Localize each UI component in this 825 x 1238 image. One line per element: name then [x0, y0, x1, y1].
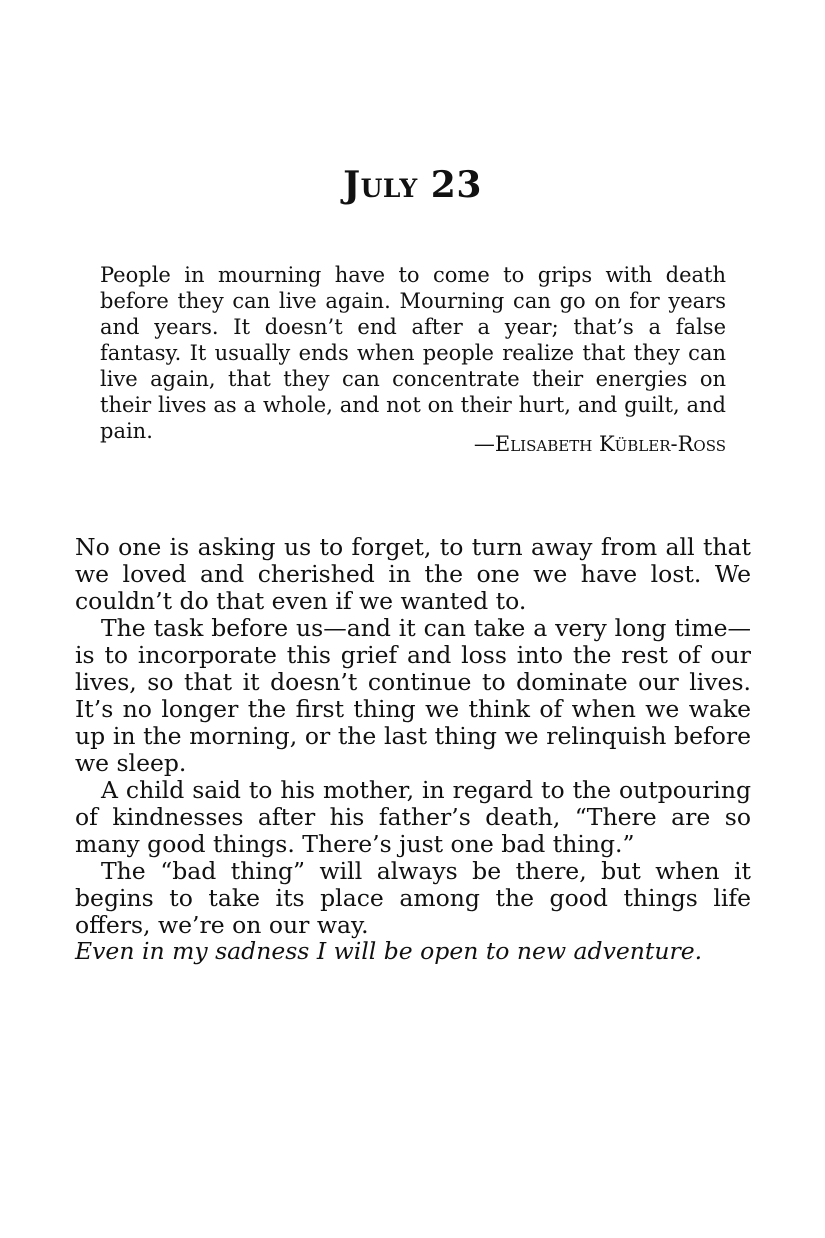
daily-affirmation: Even in my sadness I will be open to new adventure. — [75, 937, 703, 965]
body-paragraph: No one is asking us to forget, to turn away from all that we loved and cherished in the one we have lost. We couldn’t do that even if we wanted to. — [75, 533, 751, 615]
body-paragraph: A child said to his mother, in regard to the outpouring of kindnesses after his father’s death, “There are so many good things. There’s just one bad thing.” — [75, 776, 751, 858]
epigraph-attribution: —Elisabeth Kübler-Ross — [473, 432, 726, 456]
body-paragraph: The “bad thing” will always be there, but when it begins to take its place among the good things life offers, we’re on our way. — [75, 857, 751, 939]
epigraph-text: People in mourning have to come to grips with death before they can live again. Mourning can go on for years and years. It doesn’t end after a year; that’s a false fantasy. It usually ends when people realize that they can live again, that they can concentrate their energies on their lives as a whole, and not on their hurt, and guilt, and pain. — [100, 263, 726, 443]
meditation-body — [75, 534, 751, 939]
page-title: July 23 — [343, 164, 482, 206]
body-paragraph: The task before us—and it can take a very long time—is to incorporate this grief and loss into the rest of our lives, so that it doesn’t continue to dominate our lives. It’s no longer the first thing we think of when we wake up in the morning, or the last thing we relinquish before we sleep. — [75, 614, 751, 777]
epigraph-quote — [100, 262, 726, 444]
